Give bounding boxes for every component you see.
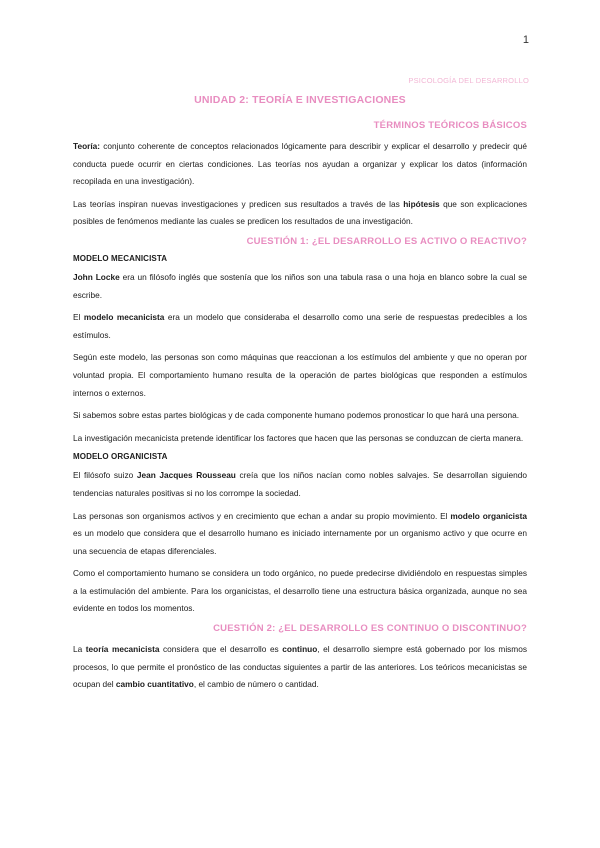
paragraph-machines: Según este modelo, las personas son como máquinas que reaccionan a los estímulos del ambiente y que no operan por voluntad propia. El comportamiento humano resulta de la operación de partes biológicas que responden a estímulos internos o externos. [73,352,527,398]
section-heading-question-1: CUESTIÓN 1: ¿EL DESARROLLO ES ACTIVO O REACTIVO? [246,235,527,247]
bold-term: cambio cuantitativo [115,679,194,690]
document-body [73,94,527,699]
paragraph-text: considera que el desarrollo es [159,644,283,655]
paragraph-text: Las personas son organismos activos y en crecimiento que echan a andar su propio movimiento. El [73,510,448,521]
paragraph-text: conjunto coherente de conceptos relacionados lógicamente para describir y explicar el desarrollo y predecir qué conducta puede ocurrir en ciertas condiciones. Las teorías nos ayudan a organizar y explicar los datos (información recopilada en una investigación). [73,141,527,187]
paragraph-text: , el desarrollo siempre está gobernado por los mismos procesos, lo que permite el pronóstico de las conductas siguientes a partir de las anteriores. Los teóricos mecanicistas se ocupan del [73,644,527,690]
paragraph-organic-whole: Como el comportamiento humano se considera un todo orgánico, no puede predecirse dividiéndolo en respuestas simples a la estimulación del ambiente. Para los organicistas, el desarrollo tiene una estructura básica organizada, aunque no sea evidente en todos los momentos. [73,568,527,614]
paragraph-text: El [73,312,84,323]
paragraph-mechanistic-research: La investigación mecanicista pretende identificar los factores que hacen que las personas se conduzcan de cierta manera. [73,432,524,443]
paragraph-mechanistic-model [73,309,527,344]
paragraph-text: El filósofo suizo [73,470,137,481]
section-heading-question-2: CUESTIÓN 2: ¿EL DESARROLLO ES CONTINUO O DISCONTINUO? [213,623,527,635]
paragraph-active-organisms [73,508,527,561]
bold-term: Jean Jacques Rousseau [136,470,236,481]
running-header: PSICOLOGÍA DEL DESARROLLO [408,76,529,85]
paragraph-locke [73,269,527,304]
paragraph-theory-definition [73,138,527,191]
subheading-mechanistic-model: MODELO MECANICISTA [73,253,168,263]
bold-term: Teoría: [73,141,101,151]
page-number: 1 [522,34,529,46]
paragraph-hypothesis [73,196,527,231]
paragraph-text: , el cambio de número o cantidad. [193,679,319,690]
bold-term: modelo mecanicista [83,312,165,323]
paragraph-biological-parts: Si sabemos sobre estas partes biológicas y de cada componente humano podemos pronosticar lo que hará una persona. [73,410,520,421]
bold-term: hipótesis [403,198,440,209]
paragraph-text: era un modelo que consideraba el desarrollo como una serie de respuestas predecibles a los estímulos. [73,312,527,340]
bold-term: continuo [282,644,318,655]
bold-term: teoría mecanicista [85,644,160,655]
paragraph-text: La [73,644,86,655]
paragraph-text: es un modelo que considera que el desarrollo humano es iniciado internamente por un organismo activo y que ocurre en una secuencia de etapas diferenciales. [73,528,527,556]
subheading-organismic-model: MODELO ORGANICISTA [73,452,168,462]
paragraph-text: Las teorías inspiran nuevas investigaciones y predicen sus resultados a través de las [73,198,404,209]
bold-term: modelo organicista [450,510,527,521]
unit-title: UNIDAD 2: TEORÍA E INVESTIGACIONES [194,94,406,106]
section-heading-terms: TÉRMINOS TEÓRICOS BÁSICOS [373,120,527,131]
paragraph-text: era un filósofo inglés que sostenía que los niños son una tabula rasa o una hoja en blanco sobre la cual se escribe. [73,271,528,300]
paragraph-continuous-development [73,641,527,694]
paragraph-rousseau [73,467,527,502]
bold-term: John Locke [73,271,120,282]
paragraph-text: creía que los niños nacían como nobles salvajes. Se desarrollan siguiendo tendencias naturales positivas si no los corrompe la sociedad. [73,470,527,498]
paragraph-text: que son explicaciones posibles de fenómenos mediante las cuales se predicen los resultados de una investigación. [73,198,527,227]
